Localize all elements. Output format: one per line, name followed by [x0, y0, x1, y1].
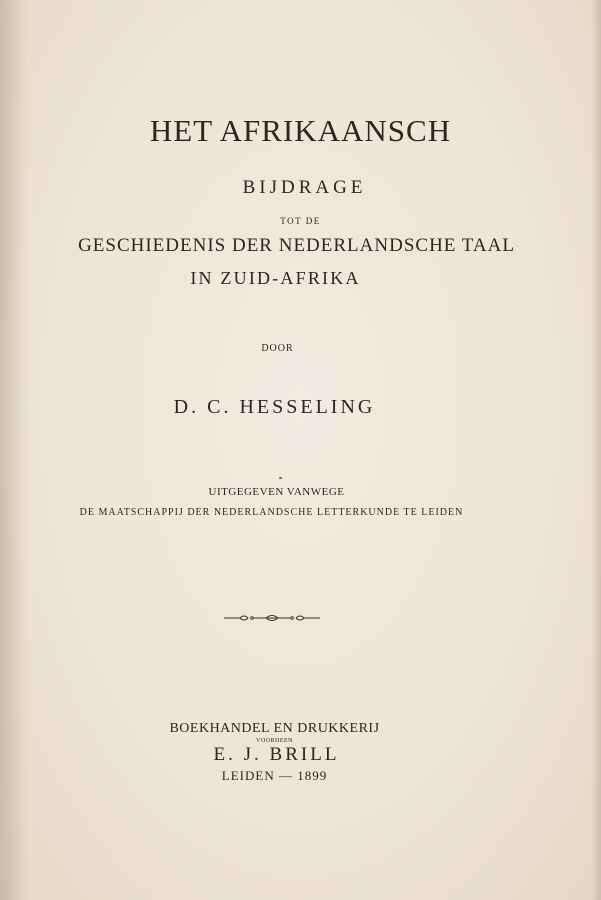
subtitle-line-3: GESCHIEDENIS DER NEDERLANDSCHE TAAL: [78, 235, 515, 256]
printer-line-2: VOORHEEN: [256, 738, 293, 744]
ink-dot: [279, 477, 282, 479]
author-name: D. C. HESSELING: [173, 396, 376, 418]
decorative-rule-icon: [222, 612, 322, 624]
subtitle-line-1: BIJDRAGE: [242, 177, 367, 198]
printer-line-1: BOEKHANDEL EN DRUKKERIJ: [169, 721, 380, 736]
printer-place-year: LEIDEN — 1899: [221, 768, 328, 783]
book-title: HET AFRIKAANSCH: [149, 113, 452, 148]
subtitle-line-4: IN ZUID-AFRIKA: [190, 268, 361, 288]
subtitle-line-2: TOT DE: [280, 216, 321, 226]
printer-name: E. J. BRILL: [213, 744, 340, 765]
publication-line-1: UITGEGEVEN VANWEGE: [208, 486, 345, 498]
byline: DOOR: [261, 343, 294, 354]
publication-line-2: DE MAATSCHAPPIJ DER NEDERLANDSCHE LETTERKUNDE TE LEIDEN: [79, 507, 464, 518]
